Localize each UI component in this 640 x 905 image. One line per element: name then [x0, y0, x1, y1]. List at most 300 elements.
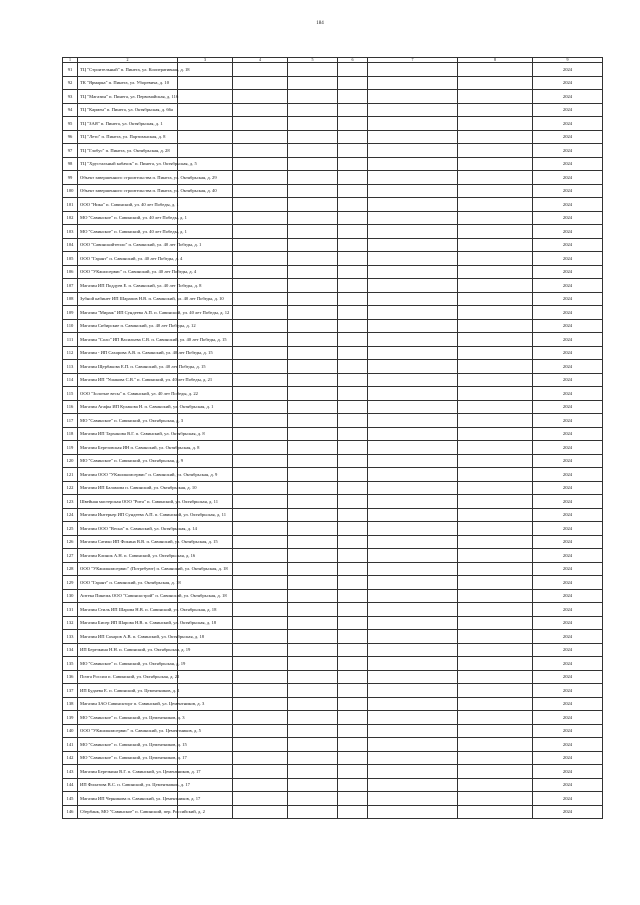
empty-cell — [233, 441, 288, 455]
year-cell: 2024 — [533, 373, 603, 387]
empty-cell — [178, 130, 233, 144]
row-number: 108 — [63, 292, 78, 306]
empty-cell — [338, 792, 368, 806]
empty-cell — [458, 522, 533, 536]
empty-cell — [338, 805, 368, 819]
object-name: ООО "УКжилкомсервис" п. Савинский, ул. Цементников, д. 5 — [78, 724, 178, 738]
empty-cell — [338, 103, 368, 117]
object-name: МО "Савинское" п. Савинский, ул. 40 лет Победы, д. 1 — [78, 211, 178, 225]
empty-cell — [233, 684, 288, 698]
empty-cell — [233, 292, 288, 306]
row-number: 92 — [63, 76, 78, 90]
empty-cell — [458, 468, 533, 482]
empty-cell — [458, 724, 533, 738]
empty-cell — [233, 657, 288, 671]
table-row — [63, 346, 603, 360]
table-row — [63, 279, 603, 293]
table-row — [63, 481, 603, 495]
row-number: 129 — [63, 576, 78, 590]
object-name: ИП Будаева Е. п. Савинский, ул. Цементников, д. 1 — [78, 684, 178, 698]
year-cell: 2024 — [533, 522, 603, 536]
empty-cell — [338, 400, 368, 414]
empty-cell — [368, 670, 458, 684]
empty-cell — [233, 454, 288, 468]
empty-cell — [338, 144, 368, 158]
table-row — [63, 90, 603, 104]
year-cell: 2024 — [533, 333, 603, 347]
empty-cell — [178, 454, 233, 468]
empty-cell — [458, 441, 533, 455]
empty-cell — [288, 454, 338, 468]
row-number: 102 — [63, 211, 78, 225]
table-row — [63, 454, 603, 468]
year-cell: 2024 — [533, 805, 603, 819]
empty-cell — [338, 522, 368, 536]
empty-cell — [288, 495, 338, 509]
empty-cell — [178, 144, 233, 158]
row-number: 132 — [63, 616, 78, 630]
table-row — [63, 427, 603, 441]
year-cell: 2024 — [533, 670, 603, 684]
empty-cell — [288, 360, 338, 374]
row-number: 99 — [63, 171, 78, 185]
object-name: Магазин Интерьер ИП Сундеева А.П. п. Савинский, ул. Октябрьская, д. 11 — [78, 508, 178, 522]
empty-cell — [288, 792, 338, 806]
object-name: ООО "Ника" п. Савинский, ул. 40 лет Победы, д. 1 — [78, 198, 178, 212]
empty-cell — [233, 724, 288, 738]
table-row — [63, 630, 603, 644]
year-cell: 2024 — [533, 103, 603, 117]
empty-cell — [338, 670, 368, 684]
empty-cell — [288, 63, 338, 77]
empty-cell — [368, 576, 458, 590]
empty-cell — [368, 589, 458, 603]
table-row — [63, 549, 603, 563]
empty-cell — [368, 157, 458, 171]
empty-cell — [458, 279, 533, 293]
object-name: Магазин ЗАО Савинскторг п. Савинский, ул. Цементников, д. 3 — [78, 697, 178, 711]
year-cell: 2024 — [533, 603, 603, 617]
empty-cell — [458, 603, 533, 617]
year-cell: 2024 — [533, 643, 603, 657]
empty-cell — [233, 306, 288, 320]
empty-cell — [338, 198, 368, 212]
column-header: 4 — [233, 58, 288, 63]
empty-cell — [233, 144, 288, 158]
empty-cell — [368, 778, 458, 792]
empty-cell — [458, 292, 533, 306]
empty-cell — [368, 265, 458, 279]
empty-cell — [338, 751, 368, 765]
empty-cell — [288, 171, 338, 185]
empty-cell — [368, 292, 458, 306]
table-row — [63, 657, 603, 671]
row-number: 110 — [63, 319, 78, 333]
table-row — [63, 576, 603, 590]
empty-cell — [368, 684, 458, 698]
empty-cell — [178, 76, 233, 90]
empty-cell — [233, 171, 288, 185]
page-number: 184 — [316, 21, 324, 26]
empty-cell — [458, 616, 533, 630]
empty-cell — [338, 427, 368, 441]
column-header: 6 — [338, 58, 368, 63]
row-number: 145 — [63, 792, 78, 806]
empty-cell — [368, 792, 458, 806]
empty-cell — [458, 765, 533, 779]
empty-cell — [338, 535, 368, 549]
empty-cell — [288, 562, 338, 576]
empty-cell — [233, 522, 288, 536]
year-cell: 2024 — [533, 630, 603, 644]
object-name: Швейная мастерская ООО "Рита" п. Савинский, ул. Октябрьская, д. 11 — [78, 495, 178, 509]
empty-cell — [368, 805, 458, 819]
empty-cell — [288, 279, 338, 293]
row-number: 136 — [63, 670, 78, 684]
row-number: 146 — [63, 805, 78, 819]
row-number: 125 — [63, 522, 78, 536]
empty-cell — [233, 225, 288, 239]
empty-cell — [458, 63, 533, 77]
empty-cell — [233, 373, 288, 387]
empty-cell — [458, 252, 533, 266]
object-name: МО "Савинское" п. Савинский, ул. 40 лет Победы, д. 1 — [78, 225, 178, 239]
year-cell: 2024 — [533, 238, 603, 252]
empty-cell — [233, 117, 288, 131]
object-name: ООО "УКжилсервис" п. Савинский, ул. 40 лет Победы, д. 4 — [78, 265, 178, 279]
table-row — [63, 805, 603, 819]
object-name: Сбербанк, МО "Савинское" п. Савинский, пер. Российский, д. 2 — [78, 805, 178, 819]
empty-cell — [338, 549, 368, 563]
year-cell: 2024 — [533, 508, 603, 522]
empty-cell — [368, 306, 458, 320]
empty-cell — [338, 130, 368, 144]
empty-cell — [233, 346, 288, 360]
object-name: ТЦ "Хрустальный кабачок" п. Пинега, ул. Октябрьская, д. 5 — [78, 157, 178, 171]
empty-cell — [458, 684, 533, 698]
empty-cell — [338, 90, 368, 104]
empty-cell — [368, 333, 458, 347]
empty-cell — [288, 697, 338, 711]
table-row — [63, 711, 603, 725]
year-cell: 2024 — [533, 778, 603, 792]
table-row — [63, 184, 603, 198]
row-number: 111 — [63, 333, 78, 347]
empty-cell — [368, 522, 458, 536]
empty-cell — [178, 252, 233, 266]
empty-cell — [458, 751, 533, 765]
year-cell: 2024 — [533, 265, 603, 279]
year-cell: 2024 — [533, 738, 603, 752]
empty-cell — [288, 657, 338, 671]
object-name: ТЦ "Лето" п. Пинега, ул. Партизанская, д. 8 — [78, 130, 178, 144]
empty-cell — [368, 481, 458, 495]
empty-cell — [288, 265, 338, 279]
empty-cell — [288, 724, 338, 738]
empty-cell — [233, 265, 288, 279]
empty-cell — [458, 387, 533, 401]
empty-cell — [368, 414, 458, 428]
empty-cell — [288, 103, 338, 117]
row-number: 122 — [63, 481, 78, 495]
empty-cell — [233, 576, 288, 590]
empty-cell — [233, 319, 288, 333]
empty-cell — [368, 643, 458, 657]
year-cell: 2024 — [533, 765, 603, 779]
empty-cell — [458, 549, 533, 563]
empty-cell — [368, 184, 458, 198]
empty-cell — [233, 616, 288, 630]
table-row — [63, 603, 603, 617]
empty-cell — [458, 333, 533, 347]
empty-cell — [458, 805, 533, 819]
column-header: 1 — [63, 58, 78, 63]
table-row — [63, 157, 603, 171]
empty-cell — [338, 589, 368, 603]
year-cell: 2024 — [533, 468, 603, 482]
empty-cell — [288, 333, 338, 347]
row-number: 134 — [63, 643, 78, 657]
empty-cell — [288, 765, 338, 779]
row-number: 113 — [63, 360, 78, 374]
empty-cell — [368, 279, 458, 293]
empty-cell — [458, 535, 533, 549]
table-row — [63, 468, 603, 482]
object-name: Магазин "Соло" ИП Васильева С.В. п. Савинский, ул. 40 лет Победы, д. 15 — [78, 333, 178, 347]
row-number: 103 — [63, 225, 78, 239]
empty-cell — [338, 184, 368, 198]
empty-cell — [288, 306, 338, 320]
empty-cell — [368, 549, 458, 563]
empty-cell — [458, 117, 533, 131]
year-cell: 2024 — [533, 684, 603, 698]
object-name: Магазин ООО "УКжилкомсервис" п. Савинский, ул. Октябрьская, д. 9 — [78, 468, 178, 482]
table-row — [63, 63, 603, 77]
empty-cell — [288, 441, 338, 455]
object-name: Магазин ИП Черникова п. Савинский, ул. Цементников, д. 17 — [78, 792, 178, 806]
table-row — [63, 508, 603, 522]
empty-cell — [288, 76, 338, 90]
object-name: Магазин ИП "Ушакова С.В." п. Савинский, ул. 40 лет Победы, д. 21 — [78, 373, 178, 387]
empty-cell — [338, 157, 368, 171]
empty-cell — [288, 414, 338, 428]
empty-cell — [288, 751, 338, 765]
empty-cell — [368, 171, 458, 185]
empty-cell — [458, 454, 533, 468]
row-number: 135 — [63, 657, 78, 671]
object-name: ТЦ "Строительный" п. Пинега, ул. Кооперативная, д. 18 — [78, 63, 178, 77]
year-cell: 2024 — [533, 454, 603, 468]
row-number: 95 — [63, 117, 78, 131]
empty-cell — [368, 535, 458, 549]
table-row — [63, 306, 603, 320]
empty-cell — [288, 373, 338, 387]
empty-cell — [338, 306, 368, 320]
empty-cell — [368, 117, 458, 131]
table-row — [63, 495, 603, 509]
table-row — [63, 292, 603, 306]
empty-cell — [338, 616, 368, 630]
empty-cell — [368, 360, 458, 374]
row-number: 140 — [63, 724, 78, 738]
row-number: 124 — [63, 508, 78, 522]
object-name: Магазин - ИП Сахарова А.В. п. Савинский, ул. 40 лет Победы, д. 15 — [78, 346, 178, 360]
empty-cell — [233, 738, 288, 752]
year-cell: 2024 — [533, 184, 603, 198]
row-number: 112 — [63, 346, 78, 360]
year-cell: 2024 — [533, 576, 603, 590]
row-number: 100 — [63, 184, 78, 198]
empty-cell — [368, 468, 458, 482]
object-name: ТЦ "ЗАЯ" п. Пинега, ул. Октябрьская, д. 1 — [78, 117, 178, 131]
empty-cell — [458, 792, 533, 806]
year-cell: 2024 — [533, 562, 603, 576]
object-name: Магазин Сатико ИП Фокина В.В. п. Савинский, ул. Октябрьская, д. 15 — [78, 535, 178, 549]
empty-cell — [233, 711, 288, 725]
empty-cell — [288, 144, 338, 158]
row-number: 126 — [63, 535, 78, 549]
row-number: 144 — [63, 778, 78, 792]
empty-cell — [368, 400, 458, 414]
empty-cell — [458, 589, 533, 603]
empty-cell — [233, 481, 288, 495]
empty-cell — [368, 630, 458, 644]
object-name: МО "Савинское" п. Савинский, ул. Октябрьская, д. 19 — [78, 657, 178, 671]
empty-cell — [458, 576, 533, 590]
row-number: 105 — [63, 252, 78, 266]
empty-cell — [338, 738, 368, 752]
empty-cell — [458, 184, 533, 198]
year-cell: 2024 — [533, 292, 603, 306]
table-row — [63, 198, 603, 212]
row-number: 109 — [63, 306, 78, 320]
empty-cell — [338, 508, 368, 522]
empty-cell — [458, 157, 533, 171]
empty-cell — [288, 616, 338, 630]
row-number: 98 — [63, 157, 78, 171]
empty-cell — [288, 549, 338, 563]
table-row — [63, 562, 603, 576]
empty-cell — [368, 427, 458, 441]
row-number: 114 — [63, 373, 78, 387]
empty-cell — [178, 711, 233, 725]
empty-cell — [368, 495, 458, 509]
empty-cell — [368, 90, 458, 104]
empty-cell — [368, 252, 458, 266]
year-cell: 2024 — [533, 252, 603, 266]
empty-cell — [233, 549, 288, 563]
empty-cell — [368, 697, 458, 711]
table-row — [63, 387, 603, 401]
empty-cell — [233, 184, 288, 198]
empty-cell — [368, 76, 458, 90]
empty-cell — [338, 657, 368, 671]
empty-cell — [338, 454, 368, 468]
empty-cell — [338, 265, 368, 279]
table-row — [63, 225, 603, 239]
empty-cell — [233, 238, 288, 252]
column-header: 7 — [368, 58, 458, 63]
empty-cell — [233, 211, 288, 225]
empty-cell — [178, 117, 233, 131]
row-number: 93 — [63, 90, 78, 104]
empty-cell — [338, 765, 368, 779]
empty-cell — [338, 481, 368, 495]
year-cell: 2024 — [533, 198, 603, 212]
empty-cell — [338, 724, 368, 738]
year-cell: 2024 — [533, 657, 603, 671]
empty-cell — [233, 751, 288, 765]
object-name: Магазин Клинок А.Н. п. Савинский, ул. Октябрьская, д. 16 — [78, 549, 178, 563]
row-number: 116 — [63, 400, 78, 414]
object-name: Зубной кабинет ИП Шарапов Н.В. п. Савинский, ул. 40 лет Победы, д. 10 — [78, 292, 178, 306]
empty-cell — [233, 805, 288, 819]
empty-cell — [338, 279, 368, 293]
empty-cell — [338, 76, 368, 90]
empty-cell — [368, 454, 458, 468]
year-cell: 2024 — [533, 711, 603, 725]
empty-cell — [233, 427, 288, 441]
table-body — [63, 63, 603, 819]
empty-cell — [458, 778, 533, 792]
empty-cell — [178, 414, 233, 428]
empty-cell — [368, 346, 458, 360]
object-name: ООО "Гарант" п. Савинский, ул. Октябрьская, д. 18 — [78, 576, 178, 590]
empty-cell — [458, 670, 533, 684]
table-row — [63, 333, 603, 347]
table-row — [63, 117, 603, 131]
empty-cell — [178, 576, 233, 590]
table-row — [63, 103, 603, 117]
object-name: Магазин Бисер ИП Шарова Н.В. п. Савинский, ул. Октябрьская, д. 18 — [78, 616, 178, 630]
empty-cell — [233, 387, 288, 401]
empty-cell — [458, 225, 533, 239]
row-number: 143 — [63, 765, 78, 779]
row-number: 91 — [63, 63, 78, 77]
year-cell: 2024 — [533, 697, 603, 711]
table-row — [63, 535, 603, 549]
object-name: ООО "Золотые весы" п. Савинский, ул. 40 лет Победы, д. 22 — [78, 387, 178, 401]
empty-cell — [178, 657, 233, 671]
table-row — [63, 724, 603, 738]
empty-cell — [288, 630, 338, 644]
empty-cell — [458, 657, 533, 671]
object-name: Магазин Стиль ИП Шарова Н.В. п. Савинский, ул. Октябрьская, д. 18 — [78, 603, 178, 617]
year-cell: 2024 — [533, 535, 603, 549]
column-header: 9 — [533, 58, 603, 63]
empty-cell — [368, 225, 458, 239]
year-cell: 2024 — [533, 616, 603, 630]
empty-cell — [233, 279, 288, 293]
object-name: ООО "Гарант" п. Савинский, ул. 40 лет Победы, д. 4 — [78, 252, 178, 266]
year-cell: 2024 — [533, 751, 603, 765]
empty-cell — [338, 684, 368, 698]
table-row — [63, 144, 603, 158]
empty-cell — [338, 630, 368, 644]
year-cell: 2024 — [533, 157, 603, 171]
empty-cell — [338, 211, 368, 225]
empty-cell — [368, 130, 458, 144]
year-cell: 2024 — [533, 171, 603, 185]
empty-cell — [288, 508, 338, 522]
empty-cell — [338, 117, 368, 131]
empty-cell — [288, 468, 338, 482]
row-number: 120 — [63, 454, 78, 468]
empty-cell — [368, 144, 458, 158]
empty-cell — [338, 333, 368, 347]
empty-cell — [288, 346, 338, 360]
empty-cell — [233, 414, 288, 428]
